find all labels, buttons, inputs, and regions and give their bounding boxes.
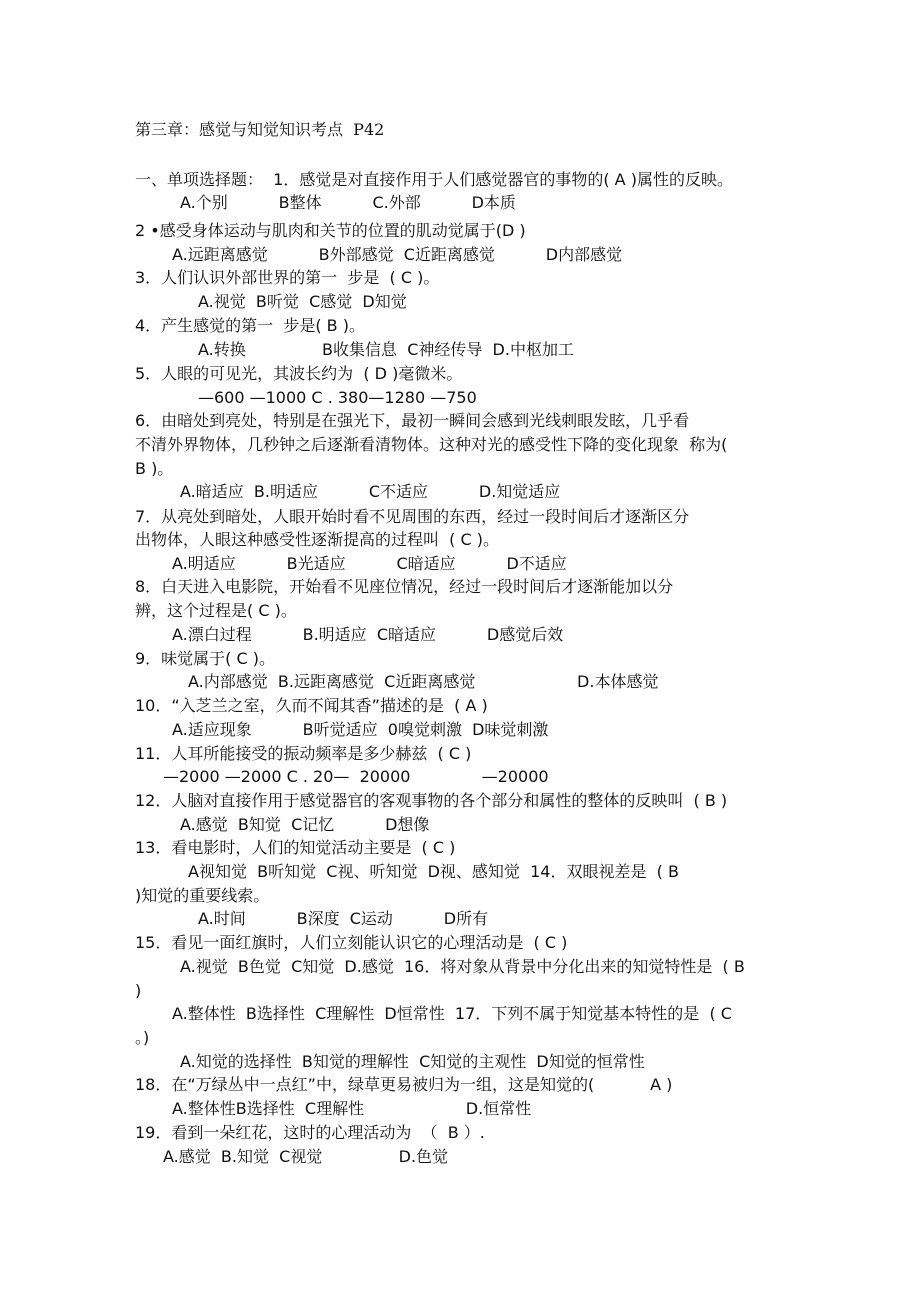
question-7-line-1: 7．从亮处到暗处，人眼开始时看不见周围的东西，经过一段时间后才逐渐区分 (135, 507, 690, 526)
question-12: 12．人脑对直接作用于感觉器官的客观事物的各个部分和属性的整体的反映叫 ( B ) (135, 791, 728, 810)
question-19: 19．看到一朵红花，这时的心理活动为 （ B ）. (135, 1123, 485, 1142)
question-17-line-2: 。) (135, 1028, 150, 1047)
options-17: A.知觉的选择性 B知觉的理解性 C知觉的主观性 D知觉的恒常性 (180, 1052, 645, 1071)
options-18: A.整体性B选择性 C理解性 D.恒常性 (172, 1099, 532, 1118)
question-8-line-1: 8．白天进入电影院，开始看不见座位情况，经过一段时间后才逐渐能加以分 (135, 577, 674, 596)
options-11: —2000 —2000 C . 20— 20000 —20000 (163, 767, 549, 786)
options-8: A.漂白过程 B.明适应 C暗适应 D感觉后效 (172, 625, 564, 644)
question-8-line-2: 辨，这个过程是( C )。 (135, 601, 297, 620)
question-15: 15．看见一面红旗时，人们立刻能认识它的心理活动是 ( C ) (135, 933, 568, 952)
question-10: 10．“入芝兰之室，久而不闻其香”描述的是 ( A ) (135, 696, 488, 715)
question-7-line-2: 出物体，人眼这种感受性逐渐提高的过程叫 ( C )。 (135, 530, 500, 549)
question-2: 2 •感受身体运动与肌肉和关节的位置的肌动觉属于(D ) (135, 221, 526, 240)
question-6-line-2: 不清外界物体，几秒钟之后逐渐看清物体。这种对光的感受性下降的变化现象 称为( (135, 435, 728, 454)
options-6: A.暗适应 B.明适应 C不适应 D.知觉适应 (180, 482, 561, 501)
question-6-line-1: 6．由暗处到亮处，特别是在强光下，最初一瞬间会感到光线刺眼发眩，几乎看 (135, 411, 690, 430)
options-13-question-14: A视知觉 B听知觉 C视、听知觉 D视、感知觉 14．双眼视差是 ( B (188, 862, 679, 881)
options-19: A.感觉 B.知觉 C视觉 D.色觉 (163, 1147, 449, 1166)
options-16-question-17: A.整体性 B选择性 C理解性 D恒常性 17．下列不属于知觉基本特性的是 ( C (172, 1004, 732, 1023)
options-12: A.感觉 B知觉 C记忆 D想像 (180, 815, 430, 834)
question-11: 11．人耳所能接受的振动频率是多少赫兹 ( C ) (135, 744, 472, 763)
question-13: 13．看电影时，人们的知觉活动主要是 ( C ) (135, 838, 456, 857)
question-1: 一、单项选择题： 1．感觉是对直接作用于人们感觉器官的事物的( A )属性的反映。 (135, 170, 733, 189)
question-6-line-3: B )。 (135, 459, 174, 478)
question-14-line-2: )知觉的重要线索。 (135, 886, 270, 905)
options-14: A.时间 B深度 C运动 D所有 (198, 909, 489, 928)
question-5: 5．人眼的可见光，其波长约为 ( D )毫微米。 (135, 364, 463, 383)
options-15-question-16: A.视觉 B色觉 C知觉 D.感觉 16．将对象从背景中分化出来的知觉特性是 ( B (180, 957, 745, 976)
options-4: A.转换 B收集信息 C神经传导 D.中枢加工 (198, 340, 574, 359)
question-4: 4．产生感觉的第一 步是( B )。 (135, 316, 365, 335)
options-2: A.远距离感觉 B外部感觉 C近距离感觉 D内部感觉 (172, 245, 623, 264)
page-title: 第三章：感觉与知觉知识考点 P42 (135, 120, 385, 139)
options-1: A.个别 B整体 C.外部 D本质 (180, 193, 516, 212)
question-16-line-2: ) (135, 981, 142, 1000)
options-10: A.适应现象 B听觉适应 0嗅觉刺激 D味觉刺激 (172, 720, 549, 739)
question-18: 18．在“万绿丛中一点红”中，绿草更易被归为一组，这是知觉的( A ) (135, 1075, 673, 1094)
question-3: 3．人们认识外部世界的第一 步是 ( C )。 (135, 268, 440, 287)
options-7: A.明适应 B光适应 C暗适应 D不适应 (172, 554, 567, 573)
options-9: A.内部感觉 B.远距离感觉 C近距离感觉 D.本体感觉 (188, 672, 659, 691)
question-9: 9．味觉属于( C )。 (135, 649, 276, 668)
options-3: A.视觉 B听觉 C感觉 D知觉 (198, 292, 407, 311)
options-5: —600 —1000 C . 380—1280 —750 (198, 388, 477, 407)
